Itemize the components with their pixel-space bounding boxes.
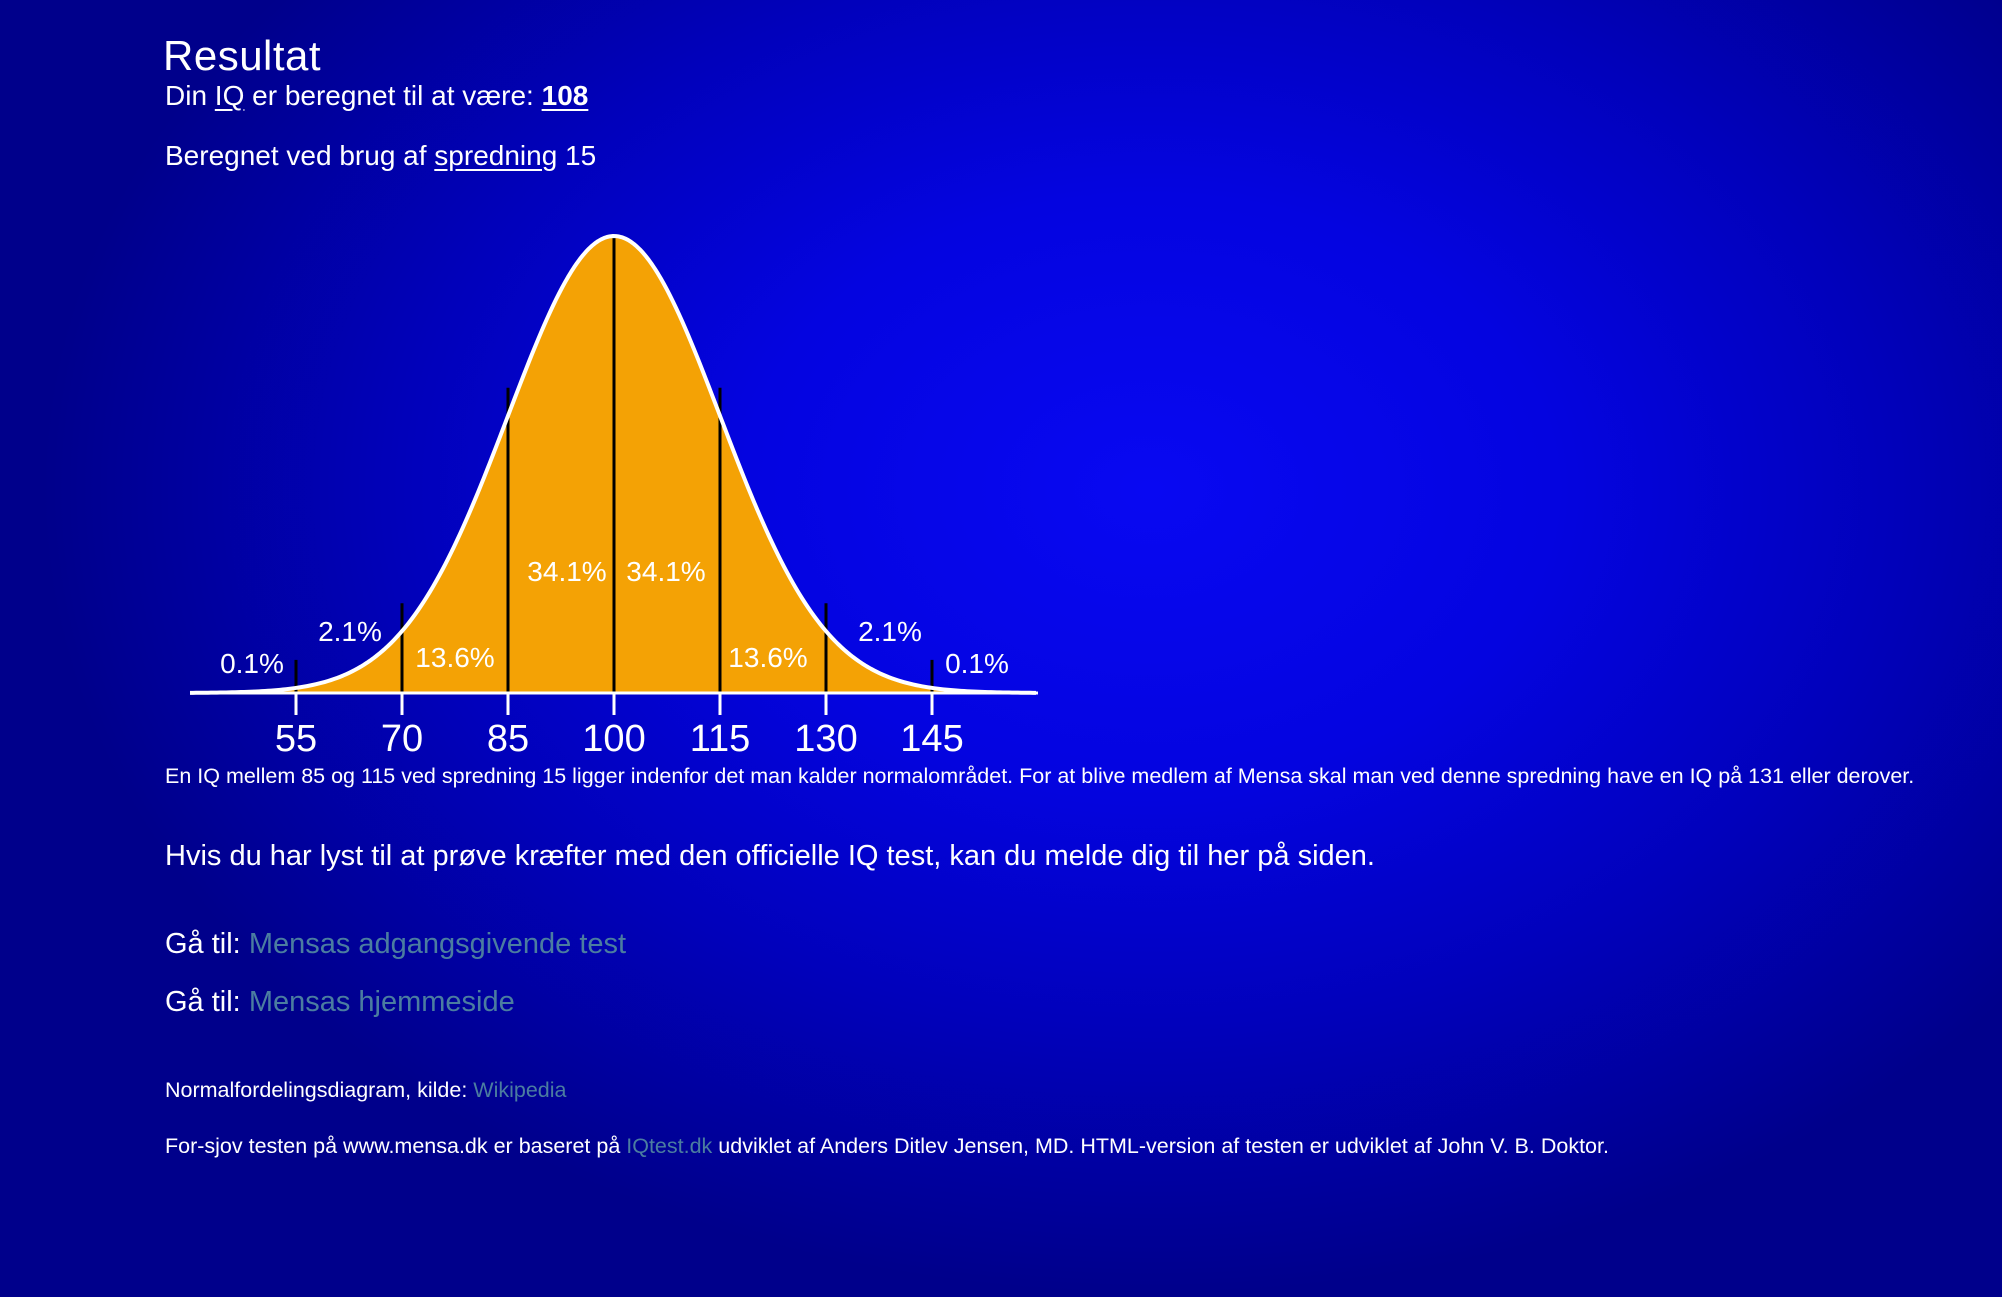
goto-line-homepage xyxy=(165,986,515,1019)
segment-percentage-label: 0.1% xyxy=(220,648,284,679)
result-text-pre: Din xyxy=(165,80,215,111)
diagram-source-line xyxy=(165,1078,567,1103)
segment-percentage-label: 2.1% xyxy=(858,616,922,647)
x-axis-tick-label: 85 xyxy=(486,718,530,760)
iqtest-dk-link[interactable]: IQtest.dk xyxy=(626,1134,713,1158)
result-text-mid: er beregnet til at være: xyxy=(244,80,542,111)
x-axis-tick-label: 115 xyxy=(689,718,751,760)
mensa-admission-test-link[interactable]: Mensas adgangsgivende test xyxy=(248,928,627,960)
method-text-post: 15 xyxy=(557,140,597,171)
source-text: Normalfordelingsdiagram, kilde: xyxy=(165,1078,474,1102)
cta-text: Hvis du har lyst til at prøve kræfter med den officielle IQ test, kan du melde dig til her på siden. xyxy=(165,840,1375,872)
spredning-term: spredning xyxy=(434,140,558,171)
wikipedia-link[interactable]: Wikipedia xyxy=(473,1078,567,1102)
bell-curve-image xyxy=(148,228,1048,773)
x-axis-tick-label: 70 xyxy=(380,718,424,760)
segment-percentage-label: 13.6% xyxy=(728,642,808,673)
page-title: Resultat xyxy=(163,32,322,80)
iq-result-line xyxy=(165,80,588,112)
goto-label: Gå til: xyxy=(165,986,249,1018)
segment-percentage-label: 34.1% xyxy=(527,556,607,587)
mensa-homepage-link[interactable]: Mensas hjemmeside xyxy=(248,986,515,1018)
footer-text-post: udviklet af Anders Ditlev Jensen, MD. HTML-version af testen er udviklet af John V. B. Doktor. xyxy=(712,1134,1609,1158)
segment-percentage-label: 13.6% xyxy=(415,642,495,673)
method-text-pre: Beregnet ved brug af xyxy=(165,140,435,171)
x-axis-tick-label: 145 xyxy=(900,718,964,760)
chart-caption: En IQ mellem 85 og 115 ved spredning 15 ligger indenfor det man kalder normalområdet. For at blive medlem af Mensa skal man ved denne spredning have en IQ på 131 eller derover. xyxy=(165,764,1915,788)
iq-value: 108 xyxy=(541,80,589,111)
x-axis-tick-label: 55 xyxy=(274,718,318,760)
footer-credit-line xyxy=(165,1134,1945,1159)
x-axis-tick-label: 130 xyxy=(794,718,858,760)
x-axis-tick-label: 100 xyxy=(582,718,646,760)
goto-line-test xyxy=(165,928,626,961)
segment-percentage-label: 34.1% xyxy=(626,556,706,587)
footer-text-pre: For-sjov testen på www.mensa.dk er baseret på xyxy=(165,1134,627,1158)
method-line xyxy=(165,140,596,172)
segment-percentage-label: 2.1% xyxy=(318,616,382,647)
iq-term: IQ xyxy=(214,80,245,111)
normal-distribution-chart xyxy=(148,228,1048,773)
segment-percentage-label: 0.1% xyxy=(945,648,1009,679)
goto-label: Gå til: xyxy=(165,928,249,960)
